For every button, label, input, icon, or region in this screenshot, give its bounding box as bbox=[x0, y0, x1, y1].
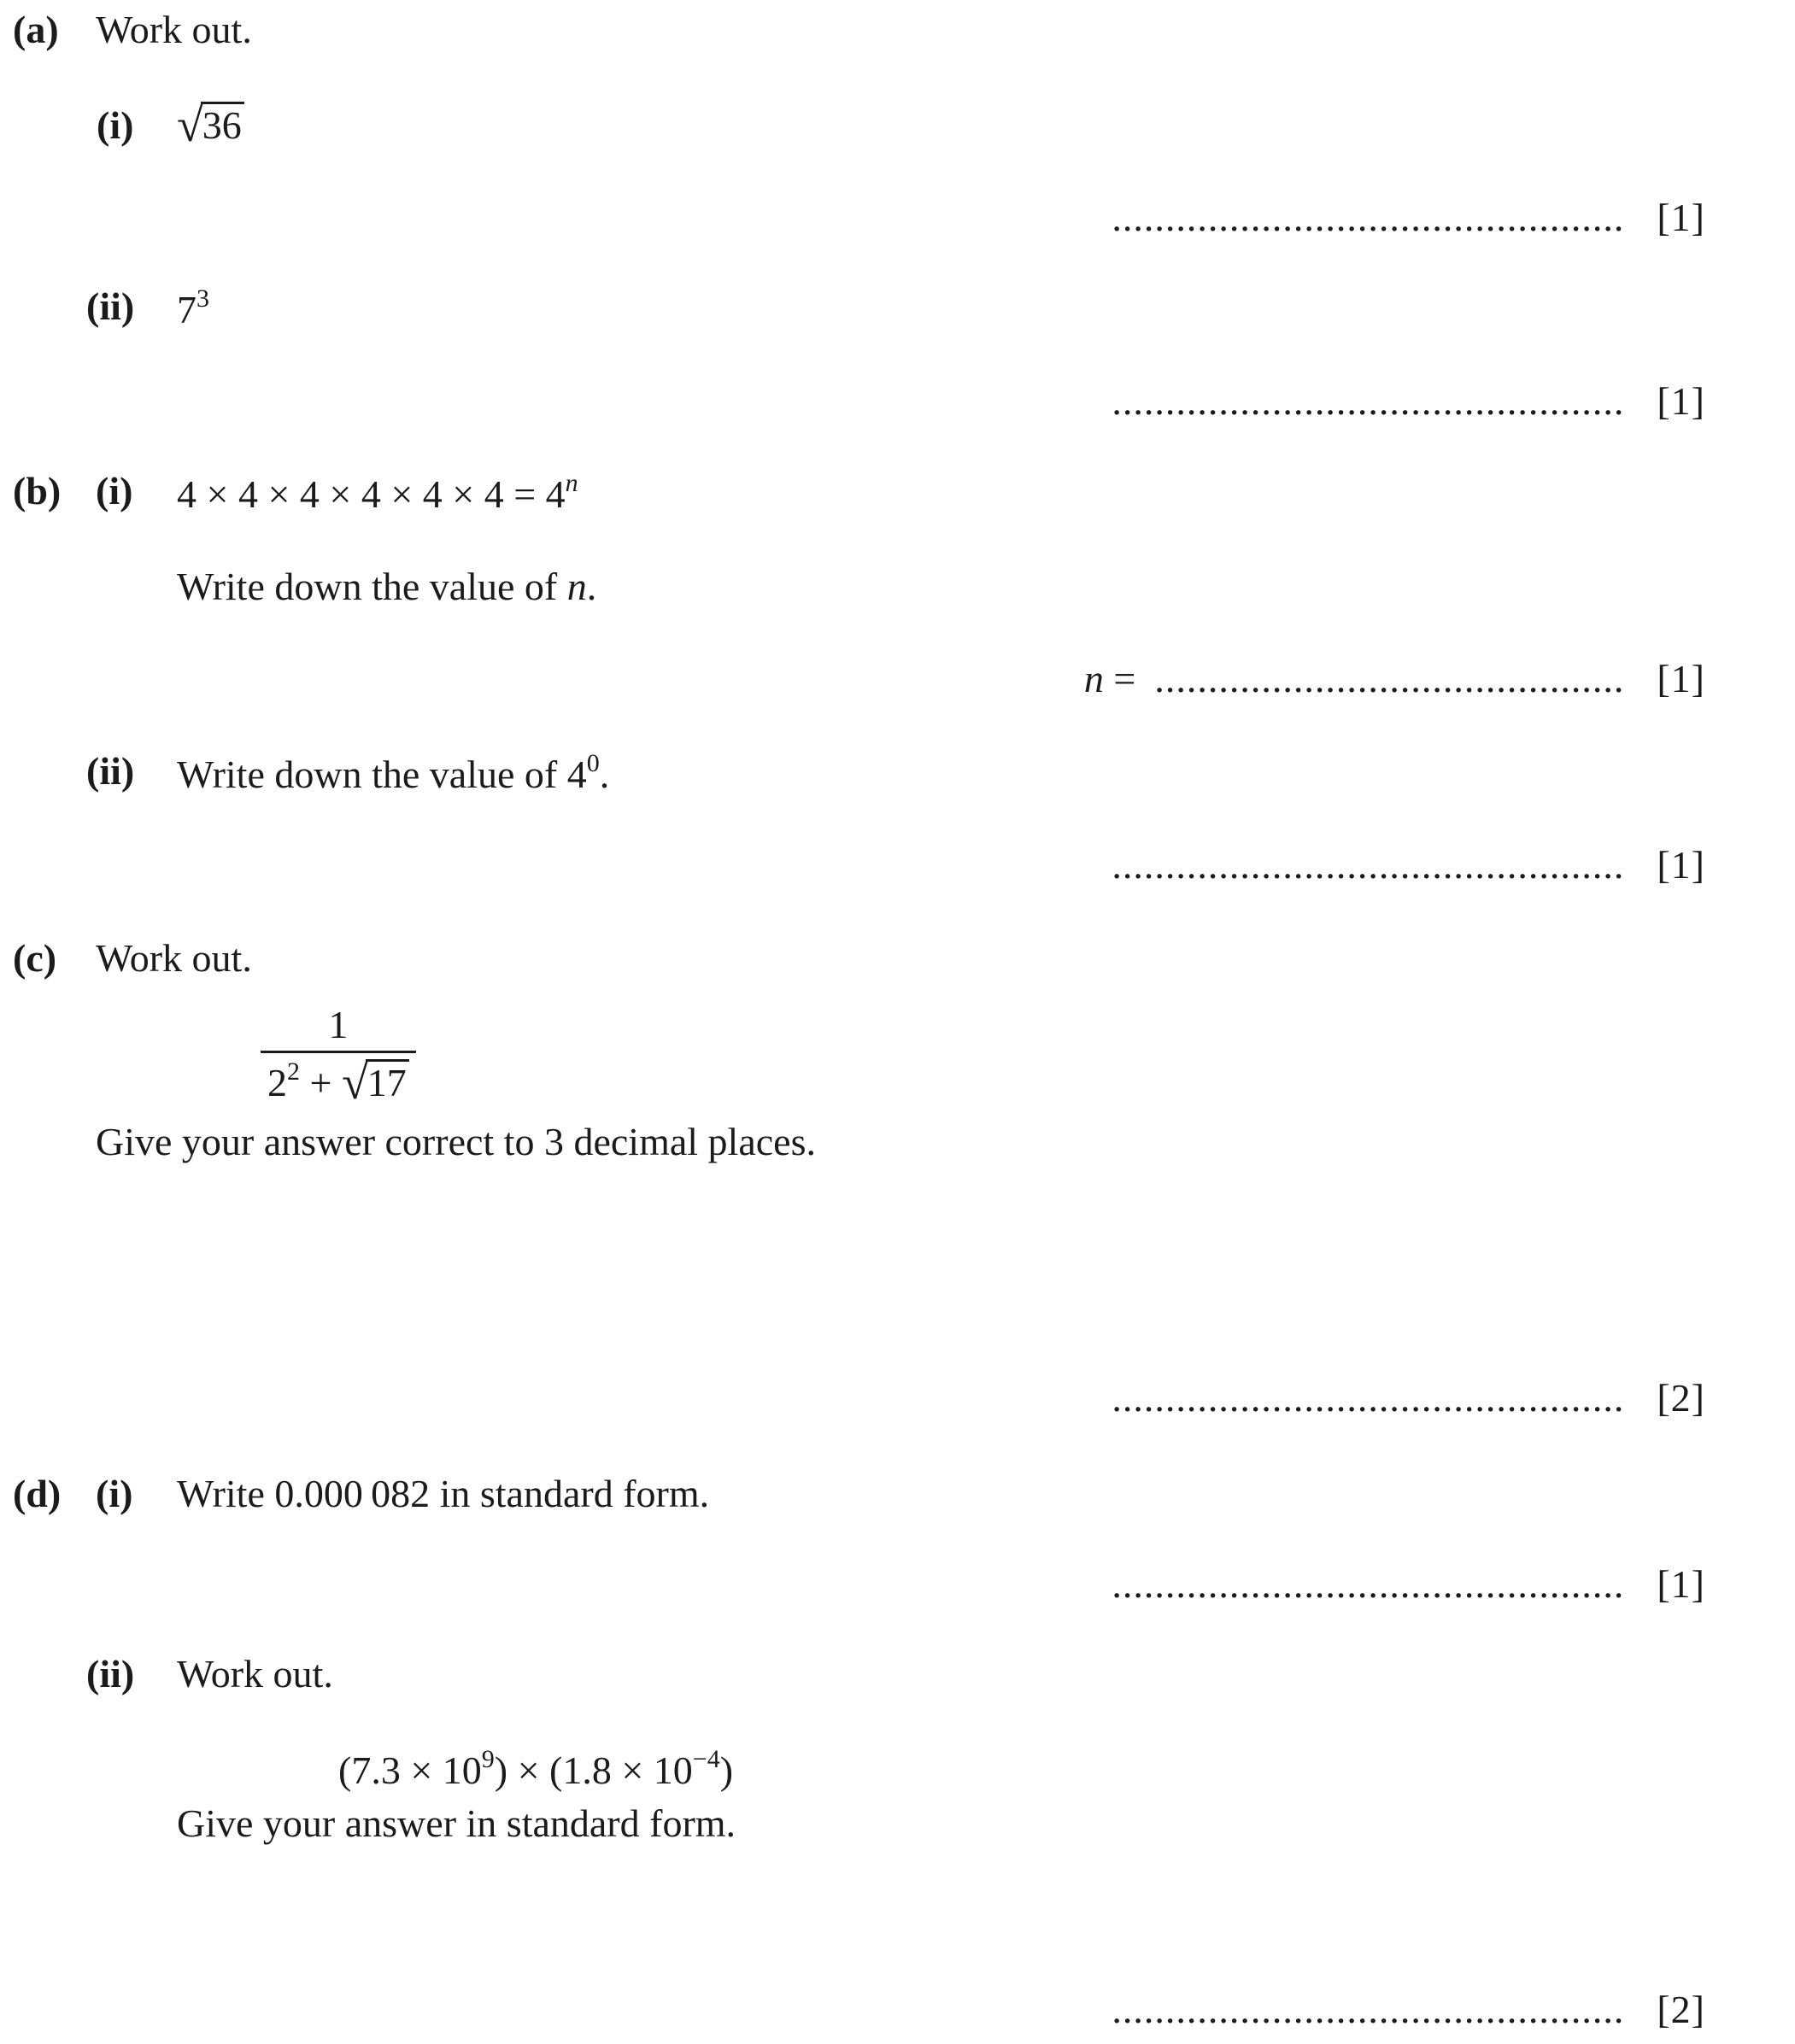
radical-sign: √ bbox=[177, 99, 203, 152]
part-a-label: (a) bbox=[13, 8, 59, 51]
part-b-i-equation bbox=[177, 468, 578, 518]
part-d-i-prompt: Write 0.000 082 in standard form. bbox=[177, 1472, 710, 1515]
den-base: 2 bbox=[267, 1061, 287, 1105]
radicand: 17 bbox=[366, 1059, 409, 1104]
answer-dots: ................................................ bbox=[1112, 1562, 1625, 1606]
part-b-ii-label: (ii) bbox=[86, 749, 135, 793]
answer-line-b-ii bbox=[1112, 842, 1705, 887]
part-d-label: (d) bbox=[13, 1472, 62, 1515]
radical-sign: √ bbox=[341, 1057, 368, 1110]
part-b-label: (b) bbox=[13, 469, 62, 512]
marks-badge: [1] bbox=[1657, 657, 1705, 700]
answer-dots: ................................................ bbox=[1112, 379, 1625, 423]
marks-badge: [1] bbox=[1657, 1562, 1705, 1606]
answer-dots: ............................................ bbox=[1154, 657, 1625, 700]
answer-prefix bbox=[1084, 656, 1135, 701]
answer-line-b-i bbox=[1084, 656, 1705, 701]
equation-base: 4 × 4 × 4 × 4 × 4 × 4 = 4 bbox=[177, 472, 566, 516]
part-c-fraction bbox=[261, 1004, 416, 1109]
part-b-i-prompt bbox=[177, 564, 596, 610]
part-b-i-label: (i) bbox=[96, 469, 133, 512]
prompt-period: . bbox=[599, 753, 610, 796]
answer-line-a-ii bbox=[1112, 378, 1705, 424]
part-d-ii-expression bbox=[338, 1744, 733, 1794]
part-c-instruction: Give your answer correct to 3 decimal places. bbox=[96, 1120, 816, 1163]
answer-dots: ................................................ bbox=[1112, 1376, 1625, 1420]
part-b-ii-prompt bbox=[177, 748, 609, 798]
prompt-exponent: 0 bbox=[586, 749, 600, 777]
part-a-ii-expression bbox=[177, 284, 209, 333]
den-exponent: 2 bbox=[287, 1057, 300, 1086]
part-c-label: (c) bbox=[13, 936, 57, 980]
expr-part: (7.3 × 10 bbox=[338, 1748, 482, 1792]
fraction-denominator bbox=[261, 1051, 416, 1109]
answer-variable: n bbox=[1083, 657, 1104, 700]
power-exponent: 3 bbox=[197, 284, 209, 313]
answer-line-a-i bbox=[1112, 195, 1705, 240]
marks-badge: [1] bbox=[1657, 379, 1705, 423]
answer-dots: ................................................ bbox=[1112, 843, 1625, 887]
marks-badge: [2] bbox=[1657, 1988, 1705, 2031]
radicand: 36 bbox=[201, 102, 244, 146]
expr-part: ) bbox=[719, 1748, 734, 1792]
part-d-ii-label: (ii) bbox=[86, 1652, 135, 1696]
expr-exponent: −4 bbox=[692, 1745, 720, 1773]
part-a-ii-label: (ii) bbox=[86, 284, 135, 328]
den-operator: + bbox=[300, 1061, 342, 1105]
answer-dots: ................................................ bbox=[1112, 1988, 1625, 2031]
answer-dots: ................................................ bbox=[1112, 196, 1625, 239]
marks-badge: [2] bbox=[1657, 1376, 1705, 1420]
prompt-variable: n bbox=[566, 565, 587, 608]
part-c-prompt: Work out. bbox=[96, 936, 252, 980]
marks-badge: [1] bbox=[1657, 843, 1705, 887]
answer-line-d-ii bbox=[1112, 1987, 1705, 2032]
part-a-prompt: Work out. bbox=[96, 8, 252, 51]
answer-line-c bbox=[1112, 1375, 1705, 1420]
part-d-ii-instruction: Give your answer in standard form. bbox=[177, 1801, 736, 1845]
expr-part: ) × (1.8 × 10 bbox=[494, 1748, 693, 1792]
expr-exponent: 9 bbox=[481, 1745, 495, 1773]
fraction-numerator: 1 bbox=[328, 1003, 349, 1046]
prompt-period: . bbox=[586, 565, 597, 608]
power-base: 7 bbox=[177, 288, 197, 331]
part-d-ii-prompt: Work out. bbox=[177, 1652, 333, 1696]
prompt-text: Write down the value of 4 bbox=[177, 753, 587, 796]
marks-badge: [1] bbox=[1657, 196, 1705, 239]
answer-line-d-i bbox=[1112, 1561, 1705, 1607]
part-a-i-expression bbox=[177, 97, 244, 154]
part-d-i-label: (i) bbox=[96, 1472, 133, 1515]
equation-exponent: n bbox=[565, 469, 578, 497]
answer-equals: = bbox=[1103, 657, 1136, 700]
part-a-i-label: (i) bbox=[97, 103, 134, 147]
prompt-text: Write down the value of bbox=[177, 565, 567, 608]
